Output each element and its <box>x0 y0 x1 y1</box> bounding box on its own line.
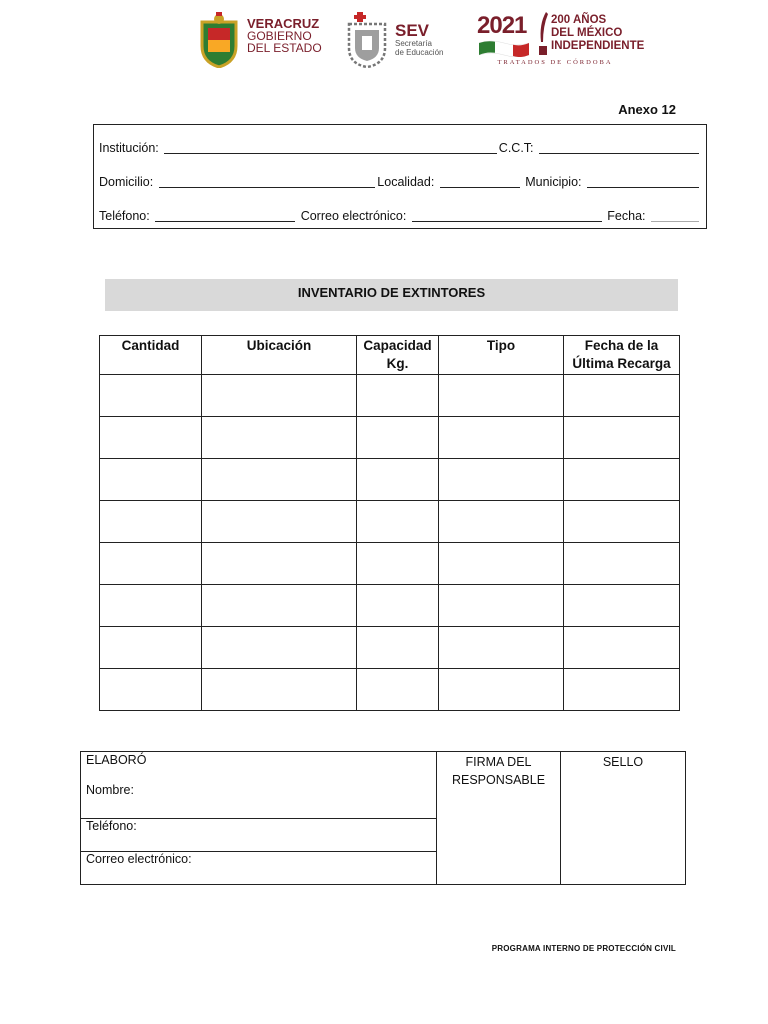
bicentennial-year: 2021 <box>477 12 527 39</box>
domicilio-blank[interactable] <box>159 175 376 188</box>
sev-educacion: de Educación <box>395 48 444 57</box>
header-logos <box>195 10 645 72</box>
table-row <box>100 375 680 417</box>
table-cell[interactable] <box>357 417 439 459</box>
sello-label: SELLO <box>602 755 644 769</box>
municipio-blank[interactable] <box>587 175 699 188</box>
table-cell[interactable] <box>202 669 357 711</box>
elaboro-label: ELABORÓ <box>86 753 147 767</box>
table-cell[interactable] <box>357 627 439 669</box>
bicentennial-del-mexico: DEL MÉXICO <box>551 27 623 39</box>
table-cell[interactable] <box>564 543 680 585</box>
table-row <box>100 459 680 501</box>
table-cell[interactable] <box>100 417 202 459</box>
table-cell[interactable] <box>100 375 202 417</box>
sev-emblem-icon <box>345 12 389 68</box>
table-cell[interactable] <box>357 585 439 627</box>
table-cell[interactable] <box>564 627 680 669</box>
table-cell[interactable] <box>202 417 357 459</box>
table-cell[interactable] <box>357 543 439 585</box>
table-cell[interactable] <box>564 669 680 711</box>
cct-blank[interactable] <box>539 141 699 154</box>
table-cell[interactable] <box>202 459 357 501</box>
elaboro-cell[interactable] <box>81 752 437 819</box>
correo-cell[interactable] <box>81 852 437 885</box>
table-cell[interactable] <box>439 669 564 711</box>
bicentennial-200-anos: 200 AÑOS <box>551 14 607 26</box>
table-cell[interactable] <box>100 585 202 627</box>
cct-label: C.C.T: <box>498 141 537 155</box>
veracruz-shield-icon <box>198 12 240 68</box>
table-cell[interactable] <box>357 501 439 543</box>
telefono-label: Teléfono: <box>99 209 154 223</box>
sev-logo <box>345 10 455 72</box>
header-cantidad: Cantidad <box>100 336 202 375</box>
sev-acronym: SEV <box>395 21 430 40</box>
table-cell[interactable] <box>564 417 680 459</box>
table-cell[interactable] <box>564 375 680 417</box>
institution-label: Institución: <box>99 141 163 155</box>
fecha-label: Fecha: <box>603 209 649 223</box>
bicentennial-text <box>551 14 644 53</box>
sig-telefono-label: Teléfono: <box>86 819 137 833</box>
table-cell[interactable] <box>439 501 564 543</box>
sev-secretaria: Secretaría <box>395 39 432 48</box>
localidad-blank[interactable] <box>440 175 520 188</box>
table-row <box>100 417 680 459</box>
bicentennial-independiente: INDEPENDIENTE <box>551 40 645 52</box>
fecha-blank[interactable] <box>651 209 699 222</box>
contact-line <box>99 209 701 243</box>
header-fecha-recarga: Fecha de la Última Recarga <box>564 336 680 375</box>
table-cell[interactable] <box>564 585 680 627</box>
table-cell[interactable] <box>100 669 202 711</box>
table-cell[interactable] <box>202 543 357 585</box>
header-capacidad: Capacidad Kg. <box>357 336 439 375</box>
footer-program-name: PROGRAMA INTERNO DE PROTECCIÓN CIVIL <box>491 944 676 953</box>
table-header-row <box>100 336 680 375</box>
table-cell[interactable] <box>202 501 357 543</box>
table-cell[interactable] <box>564 501 680 543</box>
veracruz-del-estado: DEL ESTADO <box>247 41 322 55</box>
table-cell[interactable] <box>100 543 202 585</box>
table-cell[interactable] <box>100 627 202 669</box>
nombre-label: Nombre: <box>86 783 134 797</box>
sello-cell[interactable] <box>561 752 686 885</box>
table-cell[interactable] <box>202 627 357 669</box>
correo-label: Correo electrónico: <box>297 209 410 223</box>
header-tipo: Tipo <box>439 336 564 375</box>
signature-row-1 <box>81 752 686 819</box>
table-cell[interactable] <box>439 627 564 669</box>
table-cell[interactable] <box>100 459 202 501</box>
table-cell[interactable] <box>202 375 357 417</box>
table-row <box>100 669 680 711</box>
municipio-label: Municipio: <box>521 175 585 189</box>
institution-info-box <box>93 124 707 229</box>
table-row <box>100 627 680 669</box>
telefono-blank[interactable] <box>155 209 295 222</box>
inventory-table-body <box>100 375 680 711</box>
section-title: INVENTARIO DE EXTINTORES <box>105 279 678 311</box>
localidad-label: Localidad: <box>377 175 438 189</box>
table-cell[interactable] <box>202 585 357 627</box>
telefono-cell[interactable] <box>81 819 437 852</box>
annex-label: Anexo 12 <box>618 102 676 117</box>
veracruz-government-logo <box>195 10 325 72</box>
table-row <box>100 543 680 585</box>
table-cell[interactable] <box>439 585 564 627</box>
table-cell[interactable] <box>357 669 439 711</box>
extinguisher-inventory-table <box>99 335 680 711</box>
quill-pen-icon <box>537 12 549 58</box>
veracruz-name: VERACRUZ <box>247 16 320 31</box>
bicentennial-tagline: TRATADOS DE CÓRDOBA <box>497 59 613 66</box>
signature-table <box>80 751 686 885</box>
table-cell[interactable] <box>357 375 439 417</box>
firma-label: FIRMA DEL RESPONSABLE <box>451 755 546 787</box>
table-cell[interactable] <box>439 375 564 417</box>
institution-line <box>99 141 701 175</box>
veracruz-gobierno: GOBIERNO <box>247 29 312 43</box>
table-cell[interactable] <box>564 459 680 501</box>
firma-cell[interactable] <box>437 752 561 885</box>
bicentennial-logo <box>475 10 645 72</box>
table-cell[interactable] <box>439 459 564 501</box>
table-cell[interactable] <box>439 417 564 459</box>
veracruz-wordmark <box>247 18 322 54</box>
address-line <box>99 175 701 209</box>
table-cell[interactable] <box>357 459 439 501</box>
sig-correo-label: Correo electrónico: <box>86 852 192 866</box>
domicilio-label: Domicilio: <box>99 175 157 189</box>
header-ubicacion: Ubicación <box>202 336 357 375</box>
correo-blank[interactable] <box>412 209 602 222</box>
table-cell[interactable] <box>439 543 564 585</box>
table-cell[interactable] <box>100 501 202 543</box>
table-row <box>100 585 680 627</box>
table-row <box>100 501 680 543</box>
sev-wordmark <box>395 22 443 57</box>
mexican-flag-icon <box>479 39 529 57</box>
institution-blank[interactable] <box>164 141 497 154</box>
